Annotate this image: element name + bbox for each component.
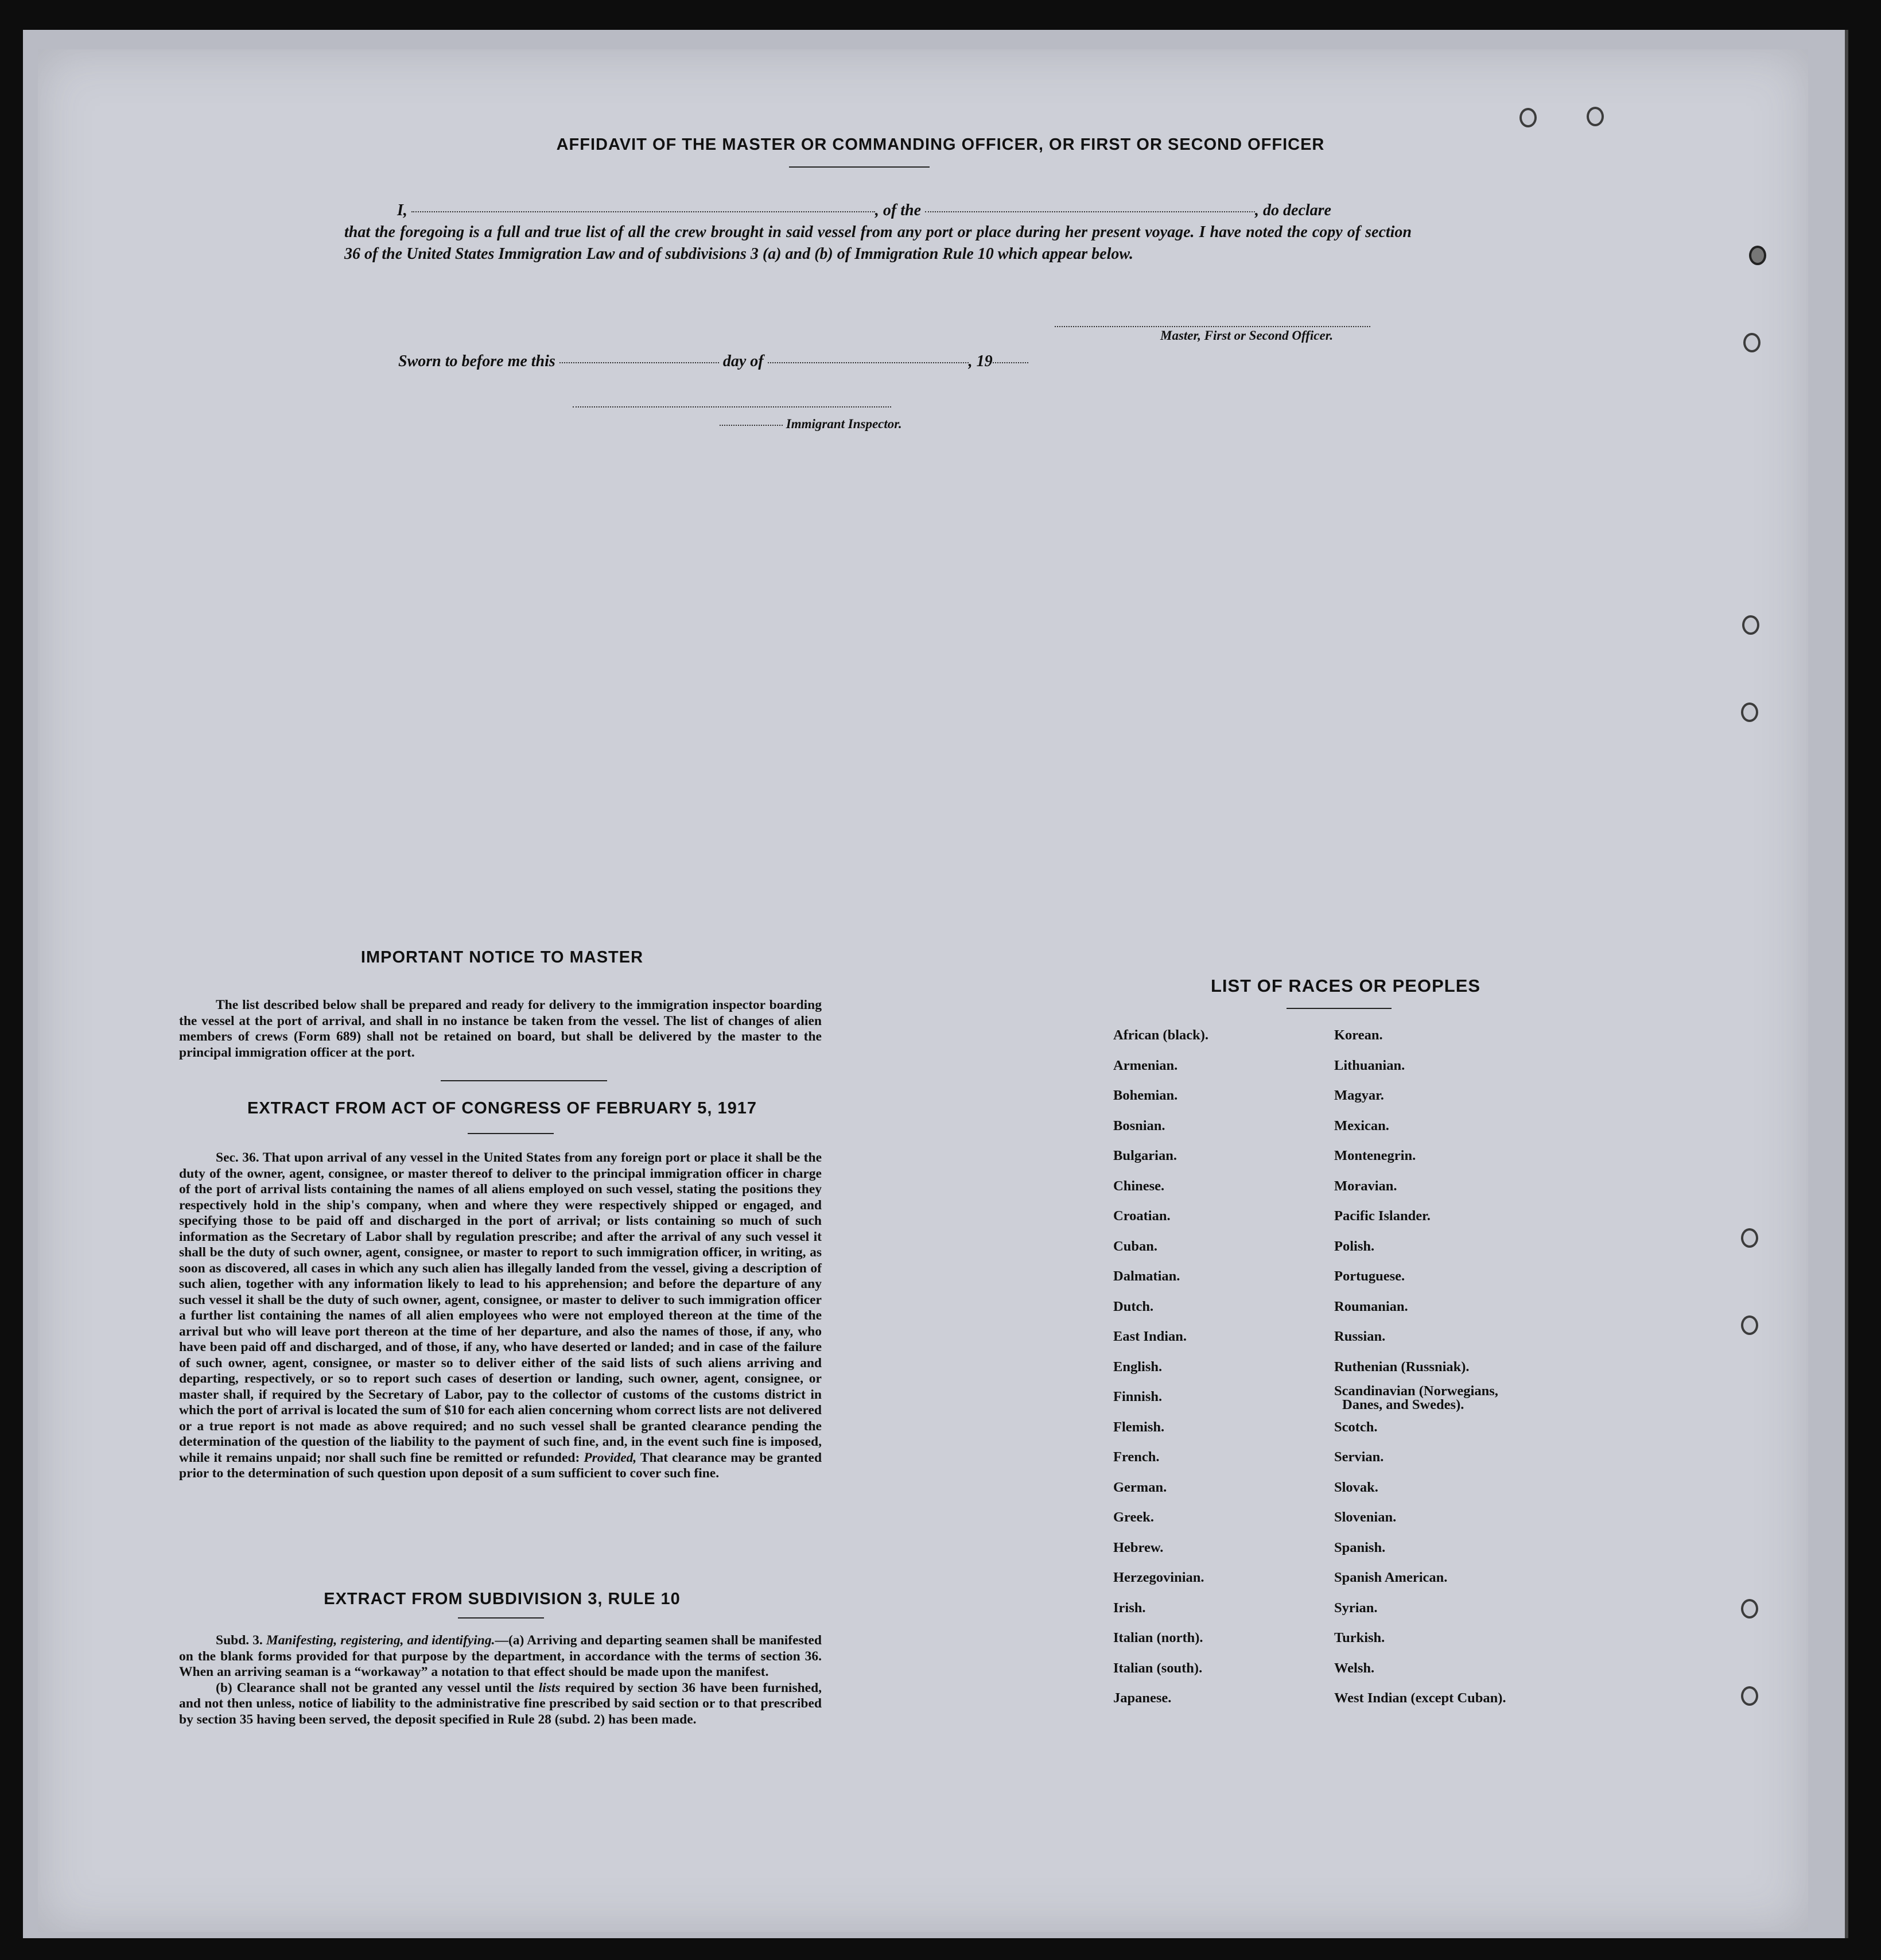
races-title-rule (1287, 1008, 1392, 1009)
races-column-1 (1113, 1020, 1343, 1714)
race-item: Dalmatian. (1113, 1268, 1180, 1284)
race-item: Cuban. (1113, 1238, 1157, 1254)
affidavit-declare-label: , do declare (1255, 201, 1331, 219)
race-item: Italian (north). (1113, 1630, 1203, 1645)
race-item: Hebrew. (1113, 1539, 1164, 1555)
race-item: Slovenian. (1334, 1509, 1397, 1525)
sworn-month-blank[interactable] (768, 362, 969, 363)
sec-36-text: That upon arrival of any vessel in the United States from any foreign port or place it shall be the duty of the owner, agent, consignee, or master thereof to deliver to the principal immigration officer in charge of the port of arrival lists containing the names of all aliens employed on such vessel, stating the positions they respectively hold in the ship's company, when and where they were respectively shipped or engaged, and specifying those to be paid off and discharged in the port of arrival; or lists containing so much of such information as the Secretary of Labor shall by regulation prescribe; and after the arrival of any such vessel it shall be the duty of such owner, agent, consignee, or master to report to such immigration officer, in writing, as soon as discovered, all cases in which any such alien has illegally landed from the vessel, giving a description of such alien, together with any information likely to lead to his apprehension; and before the departure of any such vessel it shall be the duty of such owner, agent, consignee, or master to deliver to such immigration officer a further list containing the names of all alien employees who were not employed thereon at the time of the arrival but who will leave port thereon at the time of her departure, and also the names of those, if any, who have been paid off and discharged, and of those, if any, who have deserted or landed; and in case of the failure of such owner, agent, consignee, or master so to deliver either of the said lists of such aliens arriving and departing, respectively, or so to report such cases of desertion or landing, such owner, agent, consignee, or master shall, if required by the Secretary of Labor, pay to the collector of customs of the customs district in which the port of arrival is located the sum of $10 for each alien concerning whom correct lists are not delivered or a true report is not made as above required; and no such vessel shall be granted clearance pending the determination of the question of the liability to the payment of such fine, and, in the event such fine is imposed, while it remains unpaid; nor shall such fine be remitted or refunded: (179, 1150, 822, 1465)
subd-3-label: Subd. 3. (216, 1633, 263, 1648)
race-item: East Indian. (1113, 1329, 1187, 1344)
race-item: Turkish. (1334, 1630, 1385, 1645)
provided-label: Provided, (584, 1450, 637, 1465)
race-item: Moravian. (1334, 1178, 1397, 1194)
race-item: Polish. (1334, 1238, 1375, 1254)
race-item: Dutch. (1113, 1298, 1154, 1314)
notice-title: IMPORTANT NOTICE TO MASTER (360, 948, 644, 967)
affidavit-title: AFFIDAVIT OF THE MASTER OR COMMANDING OFFICER, OR FIRST OR SECOND OFFICER (556, 135, 1325, 154)
race-item-line: Danes, and Swedes). (1342, 1397, 1464, 1412)
notice-text: The list described below shall be prepared and ready for delivery to the immigration inspector boarding the vessel at the port of arrival, and shall in no instance be taken from the vessel. The list of changes of alien members of crews (Form 689) shall not be retained on board, but shall be delivered by the master to the principal immigration officer at the port. (179, 998, 822, 1060)
race-item: Servian. (1334, 1449, 1384, 1465)
para-a-text: Arriving and departing seamen shall be manifested on the blank forms provided for that purpose by the department, in accordance with the terms of section 36. When an arriving seaman is a “workaway” a notation to that effect should be made upon the manifest. (179, 1633, 822, 1679)
master-label: Master, First or Second Officer. (1160, 328, 1334, 343)
para-b-marker: (b) (216, 1680, 232, 1695)
race-item: Armenian. (1113, 1057, 1178, 1073)
race-item: Croatian. (1113, 1208, 1171, 1224)
race-item: English. (1113, 1359, 1163, 1375)
race-item: Finnish. (1113, 1389, 1163, 1404)
race-item: Korean. (1334, 1027, 1383, 1043)
extract-act-title: EXTRACT FROM ACT OF CONGRESS OF FEBRUARY 5, 1917 (247, 1099, 757, 1117)
race-item: Scotch. (1334, 1419, 1378, 1435)
affidavit-title-rule (789, 166, 930, 168)
affidavit-of-the-label: , of the (875, 201, 922, 219)
race-item: Bohemian. (1113, 1088, 1178, 1103)
extract-rule-title: EXTRACT FROM SUBDIVISION 3, RULE 10 (324, 1590, 681, 1608)
inspector-blank[interactable] (720, 425, 783, 426)
sworn-day-of-label: day of (722, 352, 764, 370)
race-item: Roumanian. (1334, 1298, 1408, 1314)
race-item: Syrian. (1334, 1600, 1378, 1616)
race-item: Flemish. (1113, 1419, 1165, 1435)
sec-36-label: Sec. 36. (216, 1150, 259, 1165)
race-item: Herzegovinian. (1113, 1570, 1204, 1585)
race-item: Lithuanian. (1334, 1057, 1405, 1073)
extract-rule-text (179, 1633, 822, 1728)
sworn-label: Sworn to before me this (398, 352, 555, 370)
sworn-year-label: , 19 (968, 352, 993, 370)
race-item: Japanese. (1113, 1690, 1172, 1706)
punch-hole-icon (1519, 108, 1537, 127)
para-b-lists: lists (538, 1680, 561, 1695)
extract-act-text (179, 1150, 822, 1482)
punch-hole-icon (1741, 1686, 1758, 1706)
punch-hole-icon (1741, 703, 1758, 722)
master-signature-line[interactable] (1055, 326, 1370, 327)
para-b-text-1: Clearance shall not be granted any vessel until the (236, 1680, 534, 1695)
extract-act-rule (468, 1133, 554, 1134)
race-item: Greek. (1113, 1509, 1154, 1525)
para-a-marker: —(a) (495, 1633, 524, 1648)
race-item: Russian. (1334, 1329, 1386, 1344)
inspector-label: Immigrant Inspector. (786, 417, 902, 431)
race-item: Slovak. (1334, 1479, 1378, 1495)
subd-3-heading: Manifesting, registering, and identifying. (266, 1633, 495, 1648)
vessel-blank[interactable] (925, 211, 1255, 212)
race-item: German. (1113, 1479, 1167, 1495)
race-item: Spanish. (1334, 1539, 1386, 1555)
name-blank[interactable] (411, 211, 875, 212)
rule-para-a (179, 1633, 822, 1680)
punch-hole-icon (1587, 107, 1604, 126)
race-item: Mexican. (1334, 1117, 1389, 1134)
affidavit-i-label: I, (397, 201, 407, 219)
para-b-text-2: required by section 36 have been furnished, and not then unless, notice of liability to the administrative fine prescribed by said section or to that prescribed by section 35 having been served, the deposit specified in Rule 28 (subd. 2) has been made. (179, 1680, 822, 1727)
inspector-signature-line[interactable] (573, 406, 891, 407)
race-item: West Indian (except Cuban). (1334, 1690, 1506, 1706)
inspector-line (720, 417, 902, 432)
race-item (1334, 1382, 1564, 1412)
race-item: Spanish American. (1334, 1570, 1448, 1585)
affidavit-body (344, 200, 1412, 265)
punch-hole-icon (1741, 1315, 1758, 1335)
sworn-line (398, 352, 1028, 371)
extract-rule-rule (458, 1617, 544, 1619)
race-item: Welsh. (1334, 1660, 1375, 1676)
punch-hole-icon (1741, 1228, 1758, 1248)
sworn-year-blank[interactable] (993, 362, 1028, 363)
race-item: Italian (south). (1113, 1660, 1203, 1676)
race-item: Irish. (1113, 1600, 1146, 1616)
race-item: Bulgarian. (1113, 1148, 1177, 1163)
punch-hole-icon (1741, 1599, 1758, 1619)
race-item: Ruthenian (Russniak). (1334, 1359, 1470, 1375)
punch-hole-icon (1742, 615, 1759, 635)
race-item: Bosnian. (1113, 1117, 1165, 1134)
race-item-line: Scandinavian (Norwegians, (1334, 1383, 1498, 1399)
sec-36-text-end: That clearance may be granted prior to the determination of such question upon deposit of a sum sufficient to cover such fine. (179, 1450, 822, 1481)
race-item: French. (1113, 1449, 1160, 1465)
races-column-2 (1334, 1020, 1564, 1714)
races-title: LIST OF RACES OR PEOPLES (1210, 976, 1481, 996)
race-item: Pacific Islander. (1334, 1208, 1431, 1224)
rule-para-b (179, 1680, 822, 1728)
sworn-day-blank[interactable] (559, 362, 719, 363)
race-item: African (black). (1113, 1027, 1209, 1043)
punch-hole-icon (1749, 246, 1766, 265)
punch-hole-icon (1743, 333, 1760, 352)
affidavit-statement: that the foregoing is a full and true list of all the crew brought in said vessel from any port or place during her present voyage. I have noted the copy of section 36 of the United States Immigration Law and of subdivisions 3 (a) and (b) of Immigration Rule 10 which appear below. (344, 223, 1412, 263)
race-item: Montenegrin. (1334, 1148, 1416, 1163)
notice-rule (441, 1080, 607, 1081)
race-item: Magyar. (1334, 1088, 1384, 1103)
race-item: Portuguese. (1334, 1268, 1405, 1284)
race-item: Chinese. (1113, 1178, 1165, 1194)
